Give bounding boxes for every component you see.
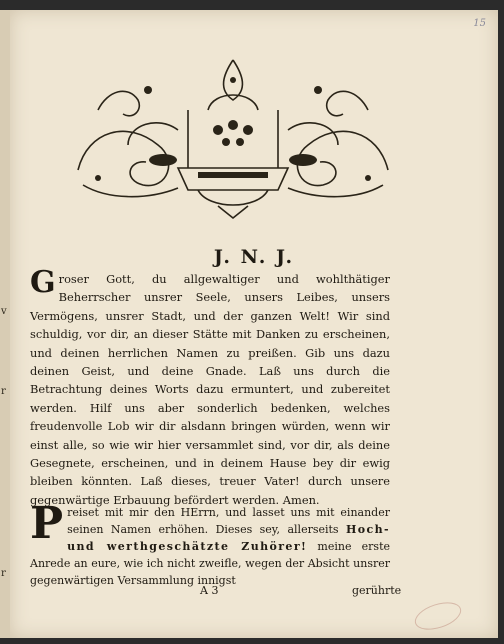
baroque-headpiece-ornament [68, 50, 398, 220]
catchword: gerührte [352, 584, 402, 597]
signature-mark: A 3 [200, 584, 219, 597]
previous-page-edge: v r r [0, 10, 10, 638]
sermon-opening [30, 498, 391, 589]
opening-prayer [30, 265, 390, 509]
sermon-text-b: meine erste Anrede an eure, wie ich nicht zweifle, wegen der Absicht unsrer gegenwärtigen Versammlung innigst [30, 540, 391, 587]
prayer-initial: G [30, 265, 56, 300]
folio-mark: 15 [473, 18, 486, 29]
sermon-text-a: reiset mit mir den HErrn, und lasset uns mit einander seinen Namen erhöhen. Dieses sey, allerseits [67, 506, 390, 536]
sermon-address: Hoch- und werthgeschätzte Zuhörer! [67, 523, 390, 553]
sermon-initial: P [30, 498, 64, 549]
paper-stain [411, 597, 464, 635]
book-page [10, 10, 498, 638]
prayer-text: roser Gott, du allgewaltiger und wohlthätiger Beherrscher unsrer Seele, unsers Leibes, unsers Vermögens, unsrer Stadt, und der ganzen Welt! Wir sind schuldig, vor dir, an dieser Stätte mit Danken zu erscheinen, und deinen herrlichen Namen zu preißen. Gib uns dazu deinen Geist, und deine Gnade. Laß uns durch die Betrachtung deines Worts dazu ermuntert, und zubereitet werden. Hilf uns aber sonderlich bedenken, welches freudenvolle Lob wir dir alsdann bringen würden, wenn wir einst alle, so wie wir hier versammlet sind, vor dir, als deine Gesegnete, erscheinen, und in deinem Hause bey dir ewig bleiben könnten. Laß dieses, treuer Vater! durch unsere gegenwärtige Erbauung befördert werden. Amen. [30, 272, 390, 507]
invocation-heading: J. N. J. [213, 246, 295, 268]
